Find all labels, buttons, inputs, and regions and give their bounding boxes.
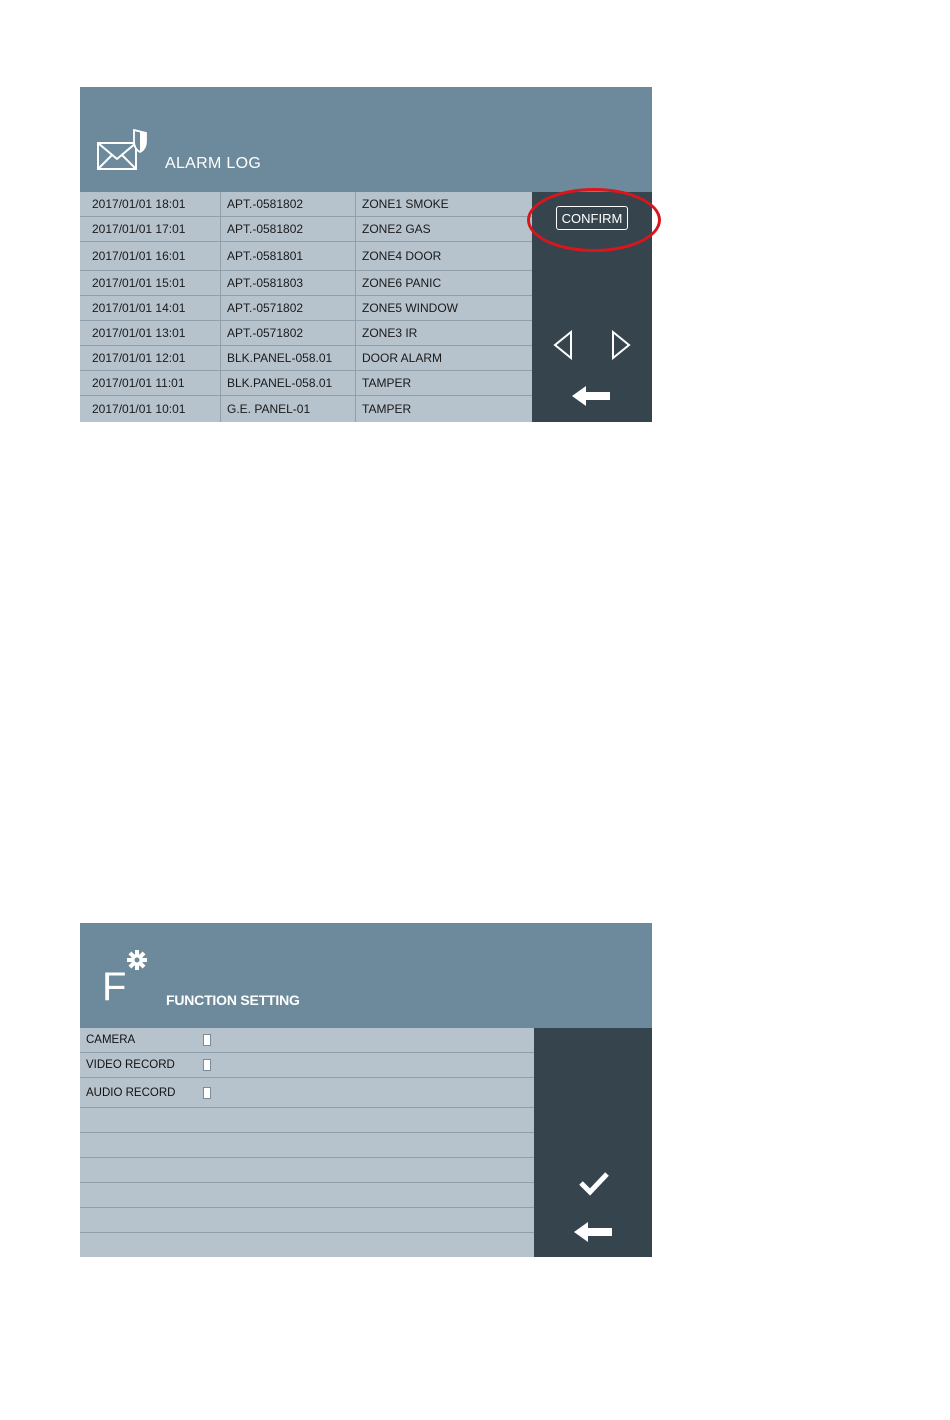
- setting-label: AUDIO RECORD: [86, 1087, 176, 1099]
- event-cell: ZONE2 GAS: [362, 222, 431, 236]
- table-row[interactable]: [80, 371, 532, 396]
- table-row[interactable]: [80, 192, 532, 217]
- audio-record-checkbox[interactable]: [203, 1087, 211, 1099]
- checkmark-icon[interactable]: [578, 1170, 610, 1196]
- source-cell: APT.-0581802: [227, 197, 304, 211]
- back-arrow-icon[interactable]: [572, 384, 612, 408]
- setting-row-video-record[interactable]: [80, 1053, 534, 1078]
- function-setting-header: [80, 923, 652, 1028]
- video-record-checkbox[interactable]: [203, 1059, 211, 1071]
- page-title: FUNCTION SETTING: [166, 992, 300, 1008]
- time-cell: 2017/01/01 13:01: [92, 326, 186, 340]
- time-cell: 2017/01/01 16:01: [92, 249, 186, 263]
- event-cell: DOOR ALARM: [362, 351, 443, 365]
- table-row[interactable]: [80, 296, 532, 321]
- source-cell: APT.-0581801: [227, 249, 304, 263]
- source-cell: APT.-0571802: [227, 326, 304, 340]
- time-cell: 2017/01/01 14:01: [92, 301, 186, 315]
- page-title: ALARM LOG: [165, 155, 262, 172]
- source-cell: BLK.PANEL-058.01: [227, 376, 333, 390]
- mail-shield-icon: [96, 129, 152, 173]
- time-cell: 2017/01/01 18:01: [92, 197, 186, 211]
- confirm-button[interactable]: CONFIRM: [556, 206, 628, 230]
- empty-row: [80, 1133, 534, 1158]
- source-cell: BLK.PANEL-058.01: [227, 351, 333, 365]
- source-cell: APT.-0581803: [227, 276, 304, 290]
- setting-label: CAMERA: [86, 1034, 136, 1046]
- table-row[interactable]: [80, 242, 532, 271]
- event-cell: TAMPER: [362, 376, 412, 390]
- next-page-icon[interactable]: [610, 330, 632, 360]
- prev-page-icon[interactable]: [552, 330, 574, 360]
- back-arrow-icon[interactable]: [574, 1220, 614, 1244]
- function-setting-screen: [80, 923, 652, 1257]
- alarm-log-header: [80, 87, 652, 192]
- time-cell: 2017/01/01 11:01: [92, 376, 185, 390]
- event-cell: ZONE5 WINDOW: [362, 301, 458, 315]
- empty-row: [80, 1108, 534, 1133]
- source-cell: APT.-0571802: [227, 301, 304, 315]
- function-setting-side-panel: [534, 1028, 652, 1257]
- alarm-log-screen: [80, 87, 652, 422]
- alarm-log-table: [80, 192, 532, 422]
- time-cell: 2017/01/01 17:01: [92, 222, 186, 236]
- empty-row: [80, 1183, 534, 1208]
- event-cell: TAMPER: [362, 402, 412, 416]
- source-cell: G.E. PANEL-01: [227, 402, 311, 416]
- function-logo-letter: F: [102, 965, 127, 1009]
- camera-checkbox[interactable]: [203, 1034, 211, 1046]
- empty-row: [80, 1233, 534, 1257]
- confirm-highlight-circle: [527, 188, 661, 252]
- time-cell: 2017/01/01 15:01: [92, 276, 186, 290]
- function-setting-list: [80, 1028, 534, 1257]
- event-cell: ZONE4 DOOR: [362, 249, 442, 263]
- setting-row-audio-record[interactable]: [80, 1078, 534, 1108]
- table-row[interactable]: [80, 321, 532, 346]
- event-cell: ZONE3 IR: [362, 326, 418, 340]
- table-row[interactable]: [80, 271, 532, 296]
- event-cell: ZONE6 PANIC: [362, 276, 442, 290]
- setting-label: VIDEO RECORD: [86, 1059, 175, 1071]
- setting-row-camera[interactable]: [80, 1028, 534, 1053]
- table-row[interactable]: [80, 396, 532, 422]
- event-cell: ZONE1 SMOKE: [362, 197, 449, 211]
- source-cell: APT.-0581802: [227, 222, 304, 236]
- time-cell: 2017/01/01 10:01: [92, 402, 186, 416]
- table-row[interactable]: [80, 346, 532, 371]
- empty-row: [80, 1158, 534, 1183]
- gear-icon: [126, 949, 148, 971]
- time-cell: 2017/01/01 12:01: [92, 351, 186, 365]
- empty-row: [80, 1208, 534, 1233]
- table-row[interactable]: [80, 217, 532, 242]
